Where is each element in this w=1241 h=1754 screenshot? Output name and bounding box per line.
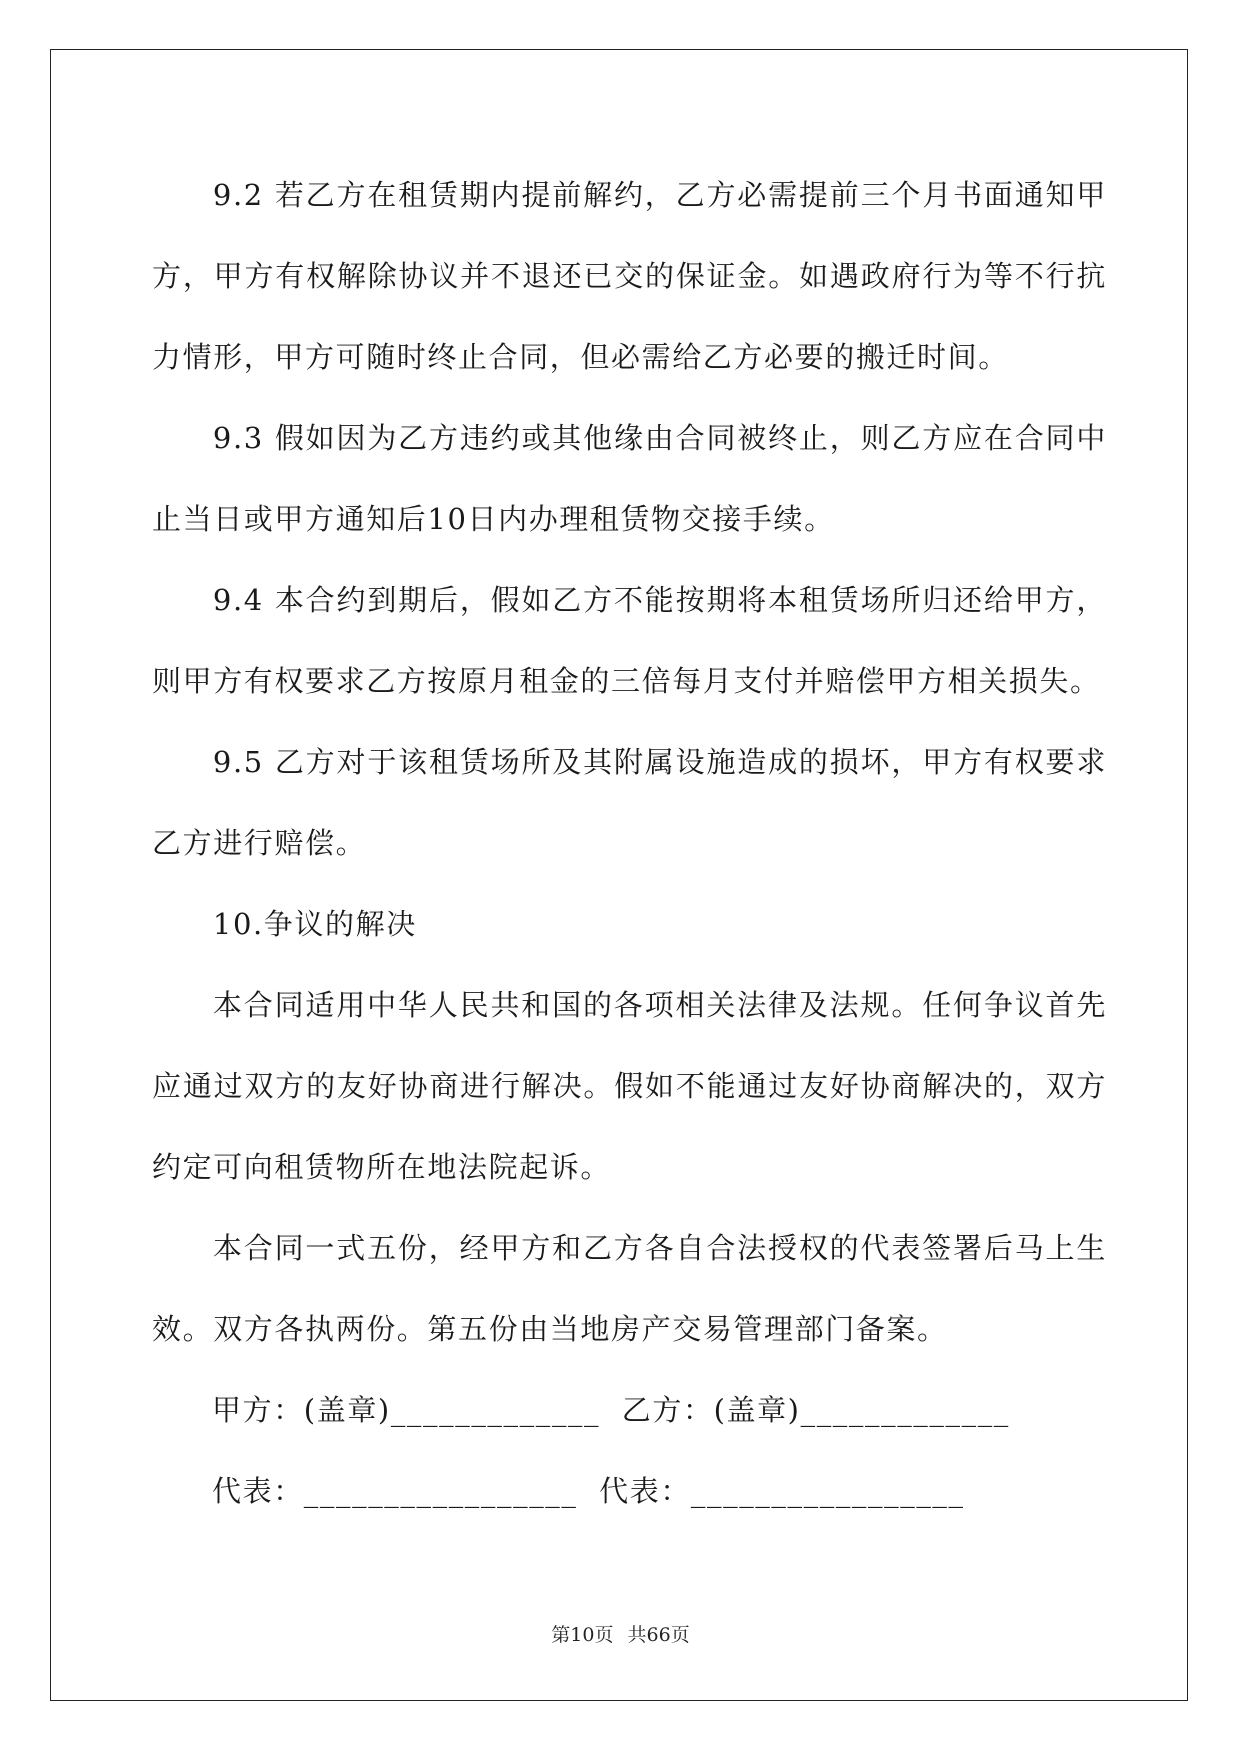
signature-line-seal: 甲方：(盖章)_____________ 乙方：(盖章)_____________	[212, 1393, 1010, 1427]
clause-9-4: 9.4 本合约到期后，假如乙方不能按期将本租赁场所归还给甲方，则甲方有权要求乙方按原月租金的三倍每月支付并赔偿甲方相关损失。	[152, 583, 1107, 698]
clause-9-5: 9.5 乙方对于该租赁场所及其附属设施造成的损坏，甲方有权要求乙方进行赔偿。	[152, 745, 1107, 860]
section-heading: 10.争议的解决	[212, 907, 417, 941]
page-footer	[0, 1620, 1241, 1647]
copies-paragraph: 本合同一式五份，经甲方和乙方各自合法授权的代表签署后马上生效。双方各执两份。第五份由当地房产交易管理部门备案。	[152, 1231, 1107, 1346]
document-body	[152, 155, 1107, 1532]
page-number: 第10页	[551, 1624, 614, 1646]
dispute-paragraph: 本合同适用中华人民共和国的各项相关法律及法规。任何争议首先应通过双方的友好协商进行解决。假如不能通过友好协商解决的，双方约定可向租赁物所在地法院起诉。	[152, 988, 1107, 1184]
clause-9-2: 9.2 若乙方在租赁期内提前解约，乙方必需提前三个月书面通知甲方，甲方有权解除协议并不退还已交的保证金。如遇政府行为等不行抗力情形，甲方可随时终止合同，但必需给乙方必要的搬迁时间。	[152, 178, 1107, 374]
page-total: 共66页	[627, 1624, 690, 1646]
clause-9-3: 9.3 假如因为乙方违约或其他缘由合同被终止，则乙方应在合同中止当日或甲方通知后10日内办理租赁物交接手续。	[152, 421, 1107, 536]
signature-line-representative: 代表：_________________ 代表：_________________	[212, 1474, 965, 1508]
